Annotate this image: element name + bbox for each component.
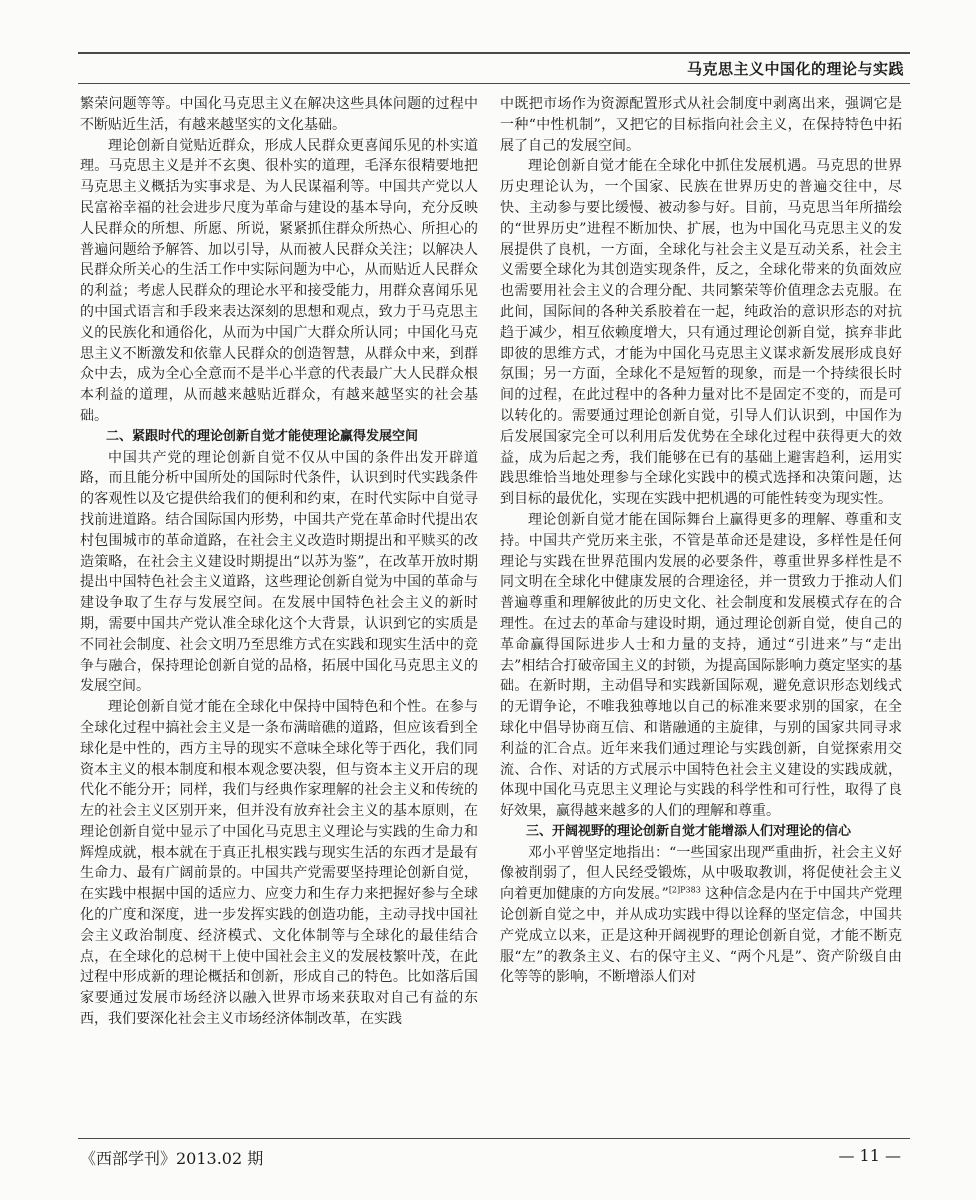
paragraph: 理论创新自觉才能在国际舞台上赢得更多的理解、尊重和支持。中国共产党历来主张，不管是革命还是建设，多样性是任何理论与实践在世界范围内发展的必要条件，尊重世界多样性是不同文明在全球化中健康发展的合理途径，并一贯致力于推动人们普遍尊重和理解彼此的历史文化、社会制度和发展模式存在的合理性。在过去的革命与建设时期，通过理论创新自觉，使自己的革命赢得国际进步人士和力量的支持，通过“引进来”与“走出去”相结合打破帝国主义的封锁，为提高国际影响力奠定坚实的基础。在新时期，主动倡导和实践新国际观，避免意识形态划线式的无谓争论，不唯我独尊地以自己的标准来要求别的国家，在全球化中倡导协商互信、和谐融通的主旋律，与别的国家共同寻求利益的汇合点。近年来我们通过理论与实践创新，自觉探索用交流、合作、对话的方式展示中国特色社会主义建设的实践成就，体现中国化马克思主义理论与实践的科学性和可行性，取得了良好效果，赢得越来越多的人们的理解和尊重。 xyxy=(500,511,902,820)
section-heading: 二、紧跟时代的理论创新自觉才能使理论赢得发展空间 xyxy=(106,428,419,444)
paragraph-continuation: 这种信念是内在于中国共产党理论创新自觉之中，并从成功实践中得以诠释的坚定信念，中国共产党成立以来，正是这种开阔视野的理论创新自觉，才能不断克服“左”的教条主义、右的保守主义、“两个凡是”、资产阶级自由化等等的影响，不断增添人们对 xyxy=(500,886,902,986)
right-column xyxy=(500,94,902,1134)
paragraph: 繁荣问题等等。中国化马克思主义在解决这些具体问题的过程中不断贴近生活，有越来越坚实的文化基础。 xyxy=(80,96,478,133)
quote-text: 邓小平曾坚定地指出：“一些国家出现严重曲折，社会主义好像被削弱了，但人民经受锻炼，从中吸取教训，将促使社会主义向着更加健康的方向发展。” xyxy=(500,844,902,903)
section-heading: 三、开阔视野的理论创新自觉才能增添人们对理论的信心 xyxy=(526,823,852,839)
paragraph xyxy=(500,843,902,989)
footer-rule xyxy=(78,1138,910,1139)
running-header-title: 马克思主义中国化的理论与实践 xyxy=(686,60,904,78)
paragraph: 中既把市场作为资源配置形式从社会制度中剥离出来，强调它是一种“中性机制”，又把它的目标指向社会主义，在保持特色中拓展了自己的发展空间。 xyxy=(500,96,902,154)
page-number: — 11 — xyxy=(838,1146,901,1165)
paragraph: 理论创新自觉贴近群众，形成人民群众更喜闻乐见的朴实道理。马克思主义是并不玄奥、很朴实的道理，毛泽东很精要地把马克思主义概括为实事求是、为人民谋福利等。中国共产党以人民富裕幸福的社会进步尺度为革命与建设的基本导向，充分反映人民群众的所想、所愿、所说，紧紧抓住群众所热心、所担心的普遍问题给予解答、加以引导，从而被人民群众关注；以解决人民群众所关心的生活工作中实际问题为中心，从而贴近人民群众的利益；考虑人民群众的理论水平和接受能力，用群众喜闻乐见的中国式语言和手段来表达深刻的思想和观点，致力于马克思主义的民族化和通俗化，从而为中国广大群众所认同；中国化马克思主义不断激发和依靠人民群众的创造智慧，从群众中来，到群众中去，成为全心全意而不是半心半意的代表最广大人民群众根本利益的道理，从而越来越贴近群众，有越来越坚实的社会基础。 xyxy=(80,137,478,424)
journal-issue: 《西部学刊》2013.02 期 xyxy=(80,1149,264,1168)
left-column xyxy=(80,94,478,1134)
paragraph: 理论创新自觉才能在全球化中保持中国特色和个性。在参与全球化过程中搞社会主义是一条布满暗礁的道路，但应该看到全球化是中性的，西方主导的现实不意味全球化等于西化，我们同资本主义的根本制度和根本观念要决裂，但与资本主义开启的现代化不能分开；同样，我们与经典作家理解的社会主义和传统的左的社会主义区别开来，但并没有放弃社会主义的基本原则，在理论创新自觉中显示了中国化马克思主义理论与实践的生命力和辉煌成就，根本就在于真正扎根实践与现实生活的东西才是最有生命力、最有广阔前景的。中国共产党需要坚持理论创新自觉，在实践中根据中国的适应力、应变力和生存力来把握好参与全球化的广度和深度，进一步发挥实践的创造功能，主动寻找中国社会主义政治制度、经济模式、文化体制等与全球化的最佳结合点，在全球化的总树干上使中国社会主义的发展枝繁叶茂，在此过程中形成新的理论概括和创新，形成自己的特色。比如落后国家要通过发展市场经济以融入世界市场来获取对自己有益的东西，我们要深化社会主义市场经济体制改革，在实践 xyxy=(80,699,478,1028)
paragraph: 理论创新自觉才能在全球化中抓住发展机遇。马克思的世界历史理论认为，一个国家、民族在世界历史的普遍交往中，尽快、主动参与要比缓慢、被动参与好。目前，马克思当年所描绘的“世界历史”进程不断加快、扩展，也为中国化马克思主义的发展提供了良机，一方面，全球化与社会主义是互动关系，社会主义需要全球化为其创造实现条件，反之，全球化带来的负面效应也需要用社会主义的合理分配、共同繁荣等价值理念去克服。在此间，国际间的各种关系胶着在一起，纯政治的意识形态的对抗趋于减少，相互依赖度增大，只有通过理论创新自觉，摈弃非此即彼的思维方式，才能为中国化马克思主义谋求新发展形成良好氛围；另一方面，全球化不是短暂的现象，而是一个持续很长时间的过程，在此过程中的各种力量对比不是固定不变的，而是可以转化的。需要通过理论创新自觉，引导人们认识到，中国作为后发展国家完全可以利用后发优势在全球化过程中获得更大的效益，成为后起之秀，我们能够在已有的基础上避害趋利，运用实践思维恰当地处理参与全球化实践中的模式选择和决策问题，达到目标的最优化，实现在实践中把机遇的可能性转变为现实性。 xyxy=(500,158,902,508)
paragraph: 中国共产党的理论创新自觉不仅从中国的条件出发开辟道路，而且能分析中国所处的国际时代条件，认识到时代实践条件的客观性以及它提供给我们的便利和约束，在时代实际中自觉寻找前进道路。结合国际国内形势，中国共产党在革命时代提出农村包围城市的革命道路，在社会主义改造时期提出和平赎买的改造策略，在社会主义建设时期提出“以苏为鉴”，在改革开放时期提出中国特色社会主义道路，这些理论创新自觉为中国的革命与建设争取了生存与发展空间。在发展中国特色社会主义的新时期，需要中国共产党认准全球化这个大背景，认识到它的实质是不同社会制度、社会文明乃至思维方式在实践和现实生活中的竞争与融合，保持理论创新自觉的品格，拓展中国化马克思主义的发展空间。 xyxy=(80,449,478,695)
header-rule-bottom xyxy=(78,83,910,84)
header-rule-top xyxy=(78,52,910,54)
citation-ref: [2]P383 xyxy=(668,885,701,895)
